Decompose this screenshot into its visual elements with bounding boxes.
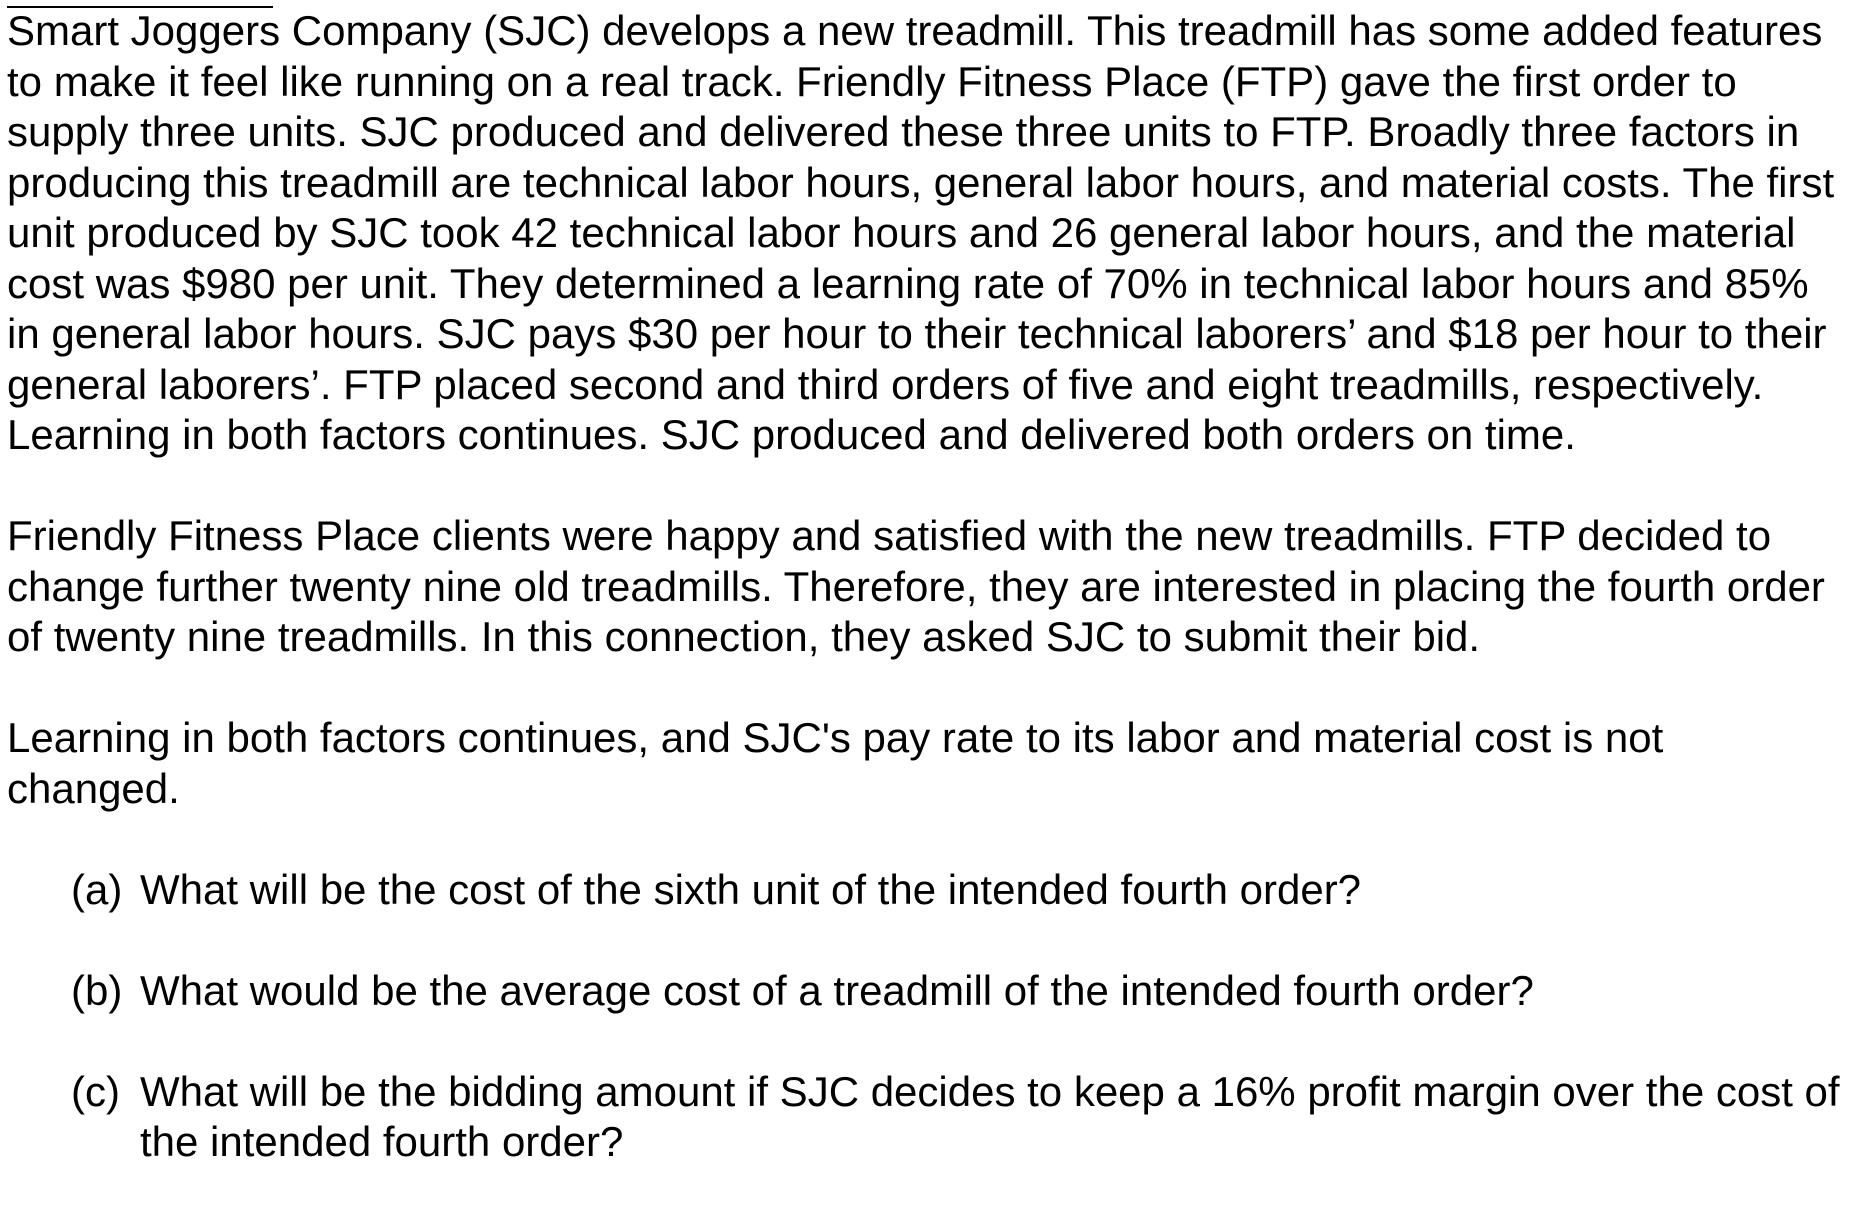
question-list (7, 865, 1847, 1168)
intro-paragraph: Smart Joggers Company (SJC) develops a new treadmill. This treadmill has some added features to make it feel like running on a real track. Friendly Fitness Place (FTP) gave the first order to supply three units. SJC produced and delivered these three units to FTP. Broadly three factors in producing this treadmill are technical labor hours, general labor hours, and material costs. The first unit produced by SJC took 42 technical labor hours and 26 general labor hours, and the material cost was $980 per unit. They determined a learning rate of 70% in technical labor hours and 85% in general labor hours. SJC pays $30 per hour to their technical laborers’ and $18 per hour to their general laborers’. FTP placed second and third orders of five and eight treadmills, respectively. Learning in both factors continues. SJC produced and delivered both orders on time. (7, 7, 1835, 458)
question-c (71, 1067, 1847, 1168)
fourth-order-paragraph: Friendly Fitness Place clients were happy and satisfied with the new treadmills. FTP decided to change further twenty nine old treadmills. Therefore, they are interested in placing the fourth order of twenty nine treadmills. In this connection, they asked SJC to submit their bid. (7, 512, 1825, 660)
assumptions-paragraph: Learning in both factors continues, and SJC's pay rate to its labor and material cost is not changed. (7, 714, 1664, 812)
question-b-marker: (b) (71, 966, 123, 1014)
question-a-marker: (a) (71, 865, 123, 913)
question-c-text: What will be the bidding amount if SJC decides to keep a 16% profit margin over the cost of the intended fourth order? (140, 1067, 1840, 1165)
question-a-text: What will be the cost of the sixth unit of the intended fourth order? (140, 865, 1362, 913)
question-b-text: What would be the average cost of a treadmill of the intended fourth order? (140, 966, 1534, 1014)
problem-document (7, 6, 1847, 1218)
question-b (71, 966, 1847, 1017)
question-c-marker: (c) (71, 1067, 120, 1115)
question-a (71, 865, 1847, 916)
